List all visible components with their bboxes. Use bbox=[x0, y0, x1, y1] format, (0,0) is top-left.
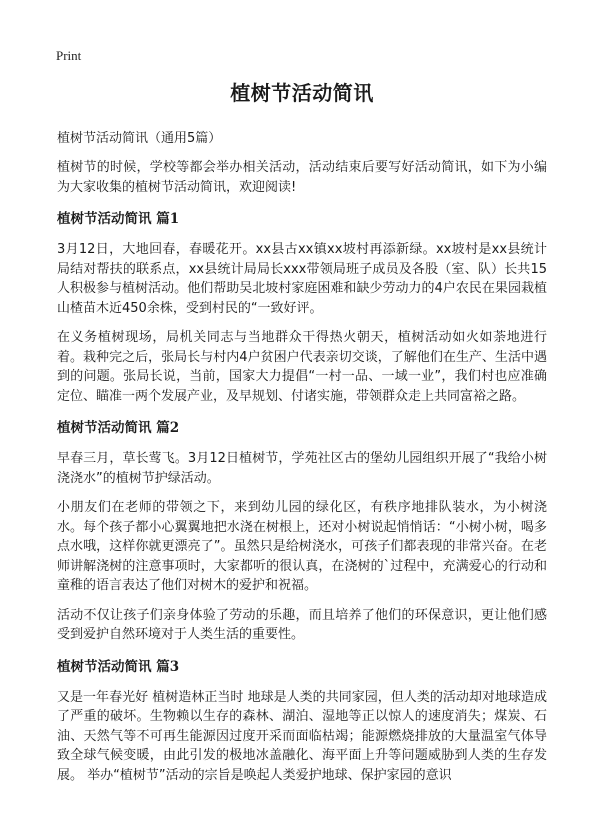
section-heading-1: 植树节活动简讯 篇1 bbox=[57, 211, 180, 227]
print-link[interactable]: Print bbox=[56, 48, 82, 63]
document-body bbox=[57, 80, 547, 795]
section-heading-2: 植树节活动简讯 篇2 bbox=[57, 420, 180, 436]
document-subtitle: 植树节活动简讯（通用5篇） bbox=[57, 131, 222, 146]
intro-paragraph: 植树节的时候，学校等都会举办相关活动，活动结束后要写好活动简讯，如下为小编为大家收集的植树节活动简讯，欢迎阅读! bbox=[57, 160, 547, 195]
section-2-paragraph-2: 小朋友们在老师的带领之下，来到幼儿园的绿化区，有秩序地排队装水，为小树浇水。每个孩子都小心翼翼地把水浇在树根上，还对小树说起悄悄话：“小树小树，喝多点水哦，这样你就更漂亮了”。虽然只是给树浇水，可孩子们都表现的非常兴奋。在老师讲解浇树的注意事项时，大家都听的很认真，在浇树的`过程中，充满爱心的行动和童稚的语言表达了他们对树木的爱护和祝福。 bbox=[57, 500, 547, 593]
section-2-paragraph-1: 早春三月，草长莺飞。3月12日植树节，学苑社区古的堡幼儿园组织开展了“我给小树浇浇水”的植树节护绿活动。 bbox=[57, 451, 547, 486]
section-heading-3: 植树节活动简讯 篇3 bbox=[57, 658, 180, 675]
section-2-paragraph-3: 活动不仅让孩子们亲身体验了劳动的乐趣，而且培养了他们的环保意识，更让他们感受到爱护自然环境对于人类生活的重要性。 bbox=[57, 607, 547, 642]
section-1-paragraph-1: 3月12日，大地回春，春暖花开。xx县古xx镇xx坡村再添新绿。xx坡村是xx县统计局结对帮扶的联系点，xx县统计局局长xxx带领局班子成员及各股（室、队）长共15人积极参与植树活动。他们帮助吴北坡村家庭困难和缺少劳动力的4户农民在果园栽植山楂苗木近450余株，受到村民的“一致好评。 bbox=[57, 242, 547, 316]
section-3-paragraph-1: 又是一年春光好 植树造林正当时 地球是人类的共同家园，但人类的活动却对地球造成了严重的破坏。生物赖以生存的森林、湖泊、湿地等正以惊人的速度消失；煤炭、石油、天然气等不可再生能源因过度开采而面临枯竭；能源燃烧排放的大量温室气体导致全球气候变暖，由此引发的极地冰盖融化、海平面上升等问题威胁到人类的生存发展。 举办“植树节”活动的宗旨是唤起人类爱护地球、保护家园的意识 bbox=[57, 689, 547, 783]
section-1-paragraph-2: 在义务植树现场，局机关同志与当地群众干得热火朝天，植树活动如火如荼地进行着。栽种完之后，张局长与村内4户贫困户代表亲切交谈，了解他们在生产、生活中遇到的问题。张局长说，当前，国家大力提倡“一村一品、一域一业”，我们村也应准确定位、瞄准一两个发展产业，及早规划、付诸实施，带领群众走上共同富裕之路。 bbox=[57, 330, 547, 404]
page-title: 植树节活动简讯 bbox=[230, 81, 374, 105]
